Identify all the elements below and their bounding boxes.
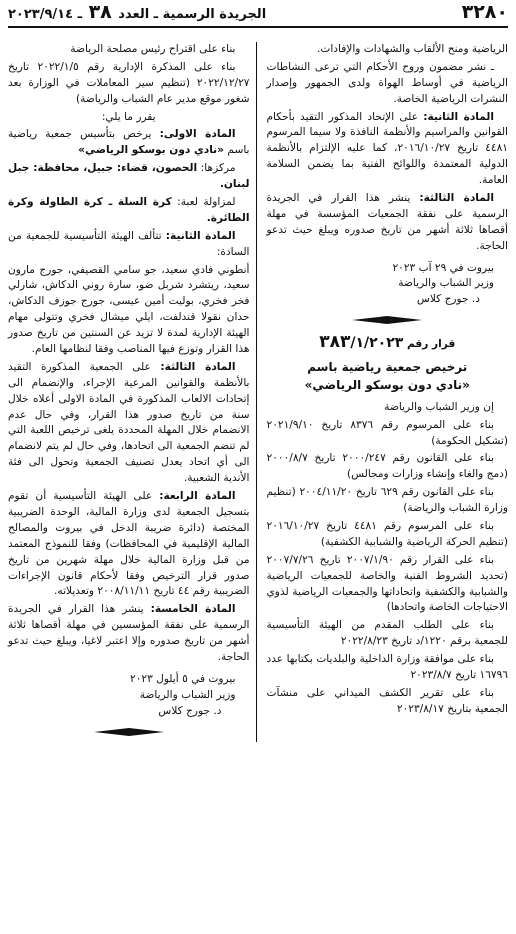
recital: بناء على موافقة وزارة الداخلية والبلديات بكتابها عدد ١٦٧٩٦ تاريخ ٢٠٢٣/٨/٧ bbox=[266, 653, 508, 681]
signature-name: د. جورج كلاس bbox=[158, 704, 222, 717]
recital: بناء على المذكرة الإدارية رقم ٢٠٢٢/١/٥ تاريخ ٢٠٢٢/١٢/٢٧ (تنظيم سير المعاملات في الوزارة بعد شغور موقع مدير عام الشباب والرياضة) bbox=[8, 60, 250, 105]
article-2 bbox=[267, 110, 509, 189]
decision-prefix: قرار رقم bbox=[407, 338, 456, 351]
section-divider-icon bbox=[94, 728, 164, 736]
minister-line: إن وزير الشباب والرياضة bbox=[384, 400, 494, 413]
article-label: المادة الاولى: bbox=[159, 128, 236, 141]
hq-text: الحصون، قضاء: جبيل، محافظة: جبل لبنان. bbox=[8, 162, 250, 191]
members-list: أنطوني فادي سعيد، جو سامي القصيفي، جورج مارون سعيد، ريتشرد شربل ضو، سارة روني الدكاش، شارلي فخر فخري، بوليت أمين عيسى، جورج جوزف الدكاش، حدان نقولا قندلفت، ايلي ميشال فخري وتتولى مهام الهيئة الإدارية لمدة لا تزيد عن السنتين من تاريخ صدور هذا القرار وتوزع فيها المناصب وفقا لنظامها العام. bbox=[8, 263, 250, 356]
article-label: المادة الرابعة: bbox=[159, 490, 236, 503]
right-column bbox=[257, 42, 509, 742]
article-4 bbox=[8, 489, 250, 600]
article-5 bbox=[8, 602, 250, 666]
recital: بناء على القرار رقم ٢٠٠٧/١/٩٠ تاريخ ٢٠٠٧/٧/٢٦ (تحديد الشروط الفنية والخاصة للجمعيات الرياضية والشبابية والكشفية واتحاداتها والجمعيات الرياضية لذوي الاحتياجات الخاصة واتحادها) bbox=[266, 553, 508, 614]
hq-label: مركزها: bbox=[200, 162, 236, 175]
issue-date: ـ ٢٠٢٣/٩/١٤ bbox=[8, 6, 83, 22]
games bbox=[8, 195, 250, 227]
signature-title: وزير الشباب والرياضة bbox=[139, 688, 236, 701]
article-1 bbox=[8, 127, 250, 159]
recital: بناء على الطلب المقدم من الهيئة التأسيسية للجمعية برقم ١٢٢٠/د تاريخ ٢٠٢٢/٨/٢٣ bbox=[266, 619, 508, 648]
gazette-title bbox=[8, 0, 266, 26]
paragraph: ـ نشر مضمون وروح الأحكام التي ترعى النشاطات الرياضية في أوساط الهواة ولدى الجمهور وإصدار النشرات الرياضية الخاصة. bbox=[266, 60, 508, 105]
decision-suffix: /١/٢٠٢٣ bbox=[350, 335, 404, 352]
decision-heading bbox=[267, 330, 509, 356]
section-divider-icon bbox=[352, 316, 422, 324]
article-label: المادة الثالثة: bbox=[160, 360, 236, 373]
recital: بناء على المرسوم رقم ٤٤٨١ تاريخ ٢٠١٦/١٠/٢٧ (تنظيم الحركة الرياضية والشبابية الكشفية) bbox=[266, 519, 508, 548]
paragraph: الرياضية ومنح الألقاب والشهادات والإفادات. bbox=[316, 43, 508, 55]
recital: بناء على المرسوم رقم ٨٣٧٦ تاريخ ٢٠٢١/٩/١٠ (تشكيل الحكومة) bbox=[266, 418, 508, 447]
article-3 bbox=[8, 360, 250, 487]
signature-title: وزير الشباب والرياضة bbox=[398, 277, 494, 290]
article-text: يرخص بتأسيس جمعية رياضية باسم bbox=[8, 128, 250, 157]
decision-subject: ترخيص جمعية رياضية باسم bbox=[307, 359, 468, 374]
signature-date: بيروت في ٥ أيلول ٢٠٢٣ bbox=[130, 672, 236, 685]
recital: بناء على القانون رقم ٦٢٩ تاريخ ٢٠٠٤/١١/٢٠ (تنظيم وزارة الشباب والرياضة) bbox=[266, 486, 508, 515]
club-name: «نادي دون بوسكو الرياضي» bbox=[78, 144, 225, 157]
article-label: المادة الثانية: bbox=[165, 229, 236, 242]
decision-number: ٣٨٣ bbox=[319, 332, 351, 353]
article-label: المادة الخامسة: bbox=[150, 603, 236, 616]
article-label: المادة الثانية: bbox=[423, 110, 494, 123]
page-number: ٣٢٨٠ bbox=[461, 0, 508, 23]
recital: بناء على اقتراح رئيس مصلحة الرياضة bbox=[70, 43, 236, 55]
article-text: على الجمعية المذكورة التقيد بالأنظمة والقوانين المرعية الإجراء، والإنضمام الى إتحادات الالعاب المذكورة في المادة الاولى أعلاه خلال سنة من تاريخ صدور هذا القرار، وفي حال عدم الانضمام خلال المهلة المحددة يلغى ترخيص اللعبة التي لم تنضم الجمعية الى اتحادها، وفي حال لم يتم لانضمام الى أي اتحاد يعدل تصنيف الجمعية وتحول الى فئة الأندية الشعبية. bbox=[8, 360, 250, 485]
games-text: كرة السلة ـ كرة الطاولة وكرة الطائرة. bbox=[8, 196, 250, 224]
headquarters bbox=[8, 161, 250, 193]
article-text: تتألف الهيئة التأسيسية للجمعية من السادة: bbox=[8, 229, 250, 258]
decides-line: يقرر ما يلي: bbox=[101, 110, 156, 123]
article-label: المادة الثالثة: bbox=[419, 192, 494, 205]
recital: بناء على تقرير الكشف الميداني على منشآت الجمعية بتاريخ ٢٠٢٣/٨/١٧ bbox=[266, 686, 508, 715]
article-text: على الهيئة التأسيسية أن تقوم بتسجيل الجمعية لدى وزارة المالية، الوحدة الضريبية المختصة (دائرة ضريبة الدخل في بيروت والمصالح المالية الإقليمية في المحافظات) وفقا للنموذج المعتمد من قبل وزارة المالية خلال مهلة شهرين من تاريخ صدور قرار الترخيص وفقا لأحكام قانون الإجراءات الضريبية رقم ٤٤ تاريخ ٢٠٠٨/١١/١١ وتعديلاته. bbox=[8, 490, 250, 598]
signature-name: د. جورج كلاس bbox=[416, 293, 480, 306]
article-text: على الإتحاد المذكور التقيد بأحكام القوانين والمراسيم والأنظمة النافذة ولا سيما المرسوم ٤٤٨١ تاريخ ٢٠١٦/١٠/٢٧، كما عليه الإلتزام بالأنظمة الدولية المعتمدة واللوائح الفنية بما يضمن السلامة العامة. bbox=[266, 110, 508, 187]
recital: بناء على القانون رقم ٢٠٠٠/٢٤٧ تاريخ ٢٠٠٠/٨/٧ (دمج والغاء وإنشاء وزارات ومجالس) bbox=[266, 452, 508, 481]
games-label: لمزاولة لعبة: bbox=[177, 196, 236, 209]
page-header bbox=[8, 0, 508, 28]
article-text: ينشر هذا القرار في الجريدة الرسمية على نفقة المؤسسين في مهلة أقصاها ثلاثة أشهر من تاريخ صدوره وإلا اعتبر لاغيا، ويبلغ حيث تدعو الحاجة. bbox=[8, 603, 250, 663]
decision-club: «نادي دون بوسكو الرياضي» bbox=[304, 377, 470, 392]
article-text: ينشر هذا القرار في الجريدة الرسمية على نفقة الجمعيات المؤسسة في مهلة أقصاها ثلاثة أشهر من تاريخ صدوره ويبلغ حيث تدعو الحاجة. bbox=[266, 192, 508, 252]
article-2 bbox=[8, 229, 250, 261]
signature-date: بيروت في ٢٩ آب ٢٠٢٣ bbox=[392, 261, 494, 274]
article-3 bbox=[267, 191, 509, 255]
gazette-name: الجريدة الرسمية ـ العدد bbox=[118, 6, 267, 22]
left-column bbox=[8, 42, 257, 742]
issue-number: ٣٨ bbox=[88, 0, 112, 23]
columns bbox=[8, 42, 508, 742]
